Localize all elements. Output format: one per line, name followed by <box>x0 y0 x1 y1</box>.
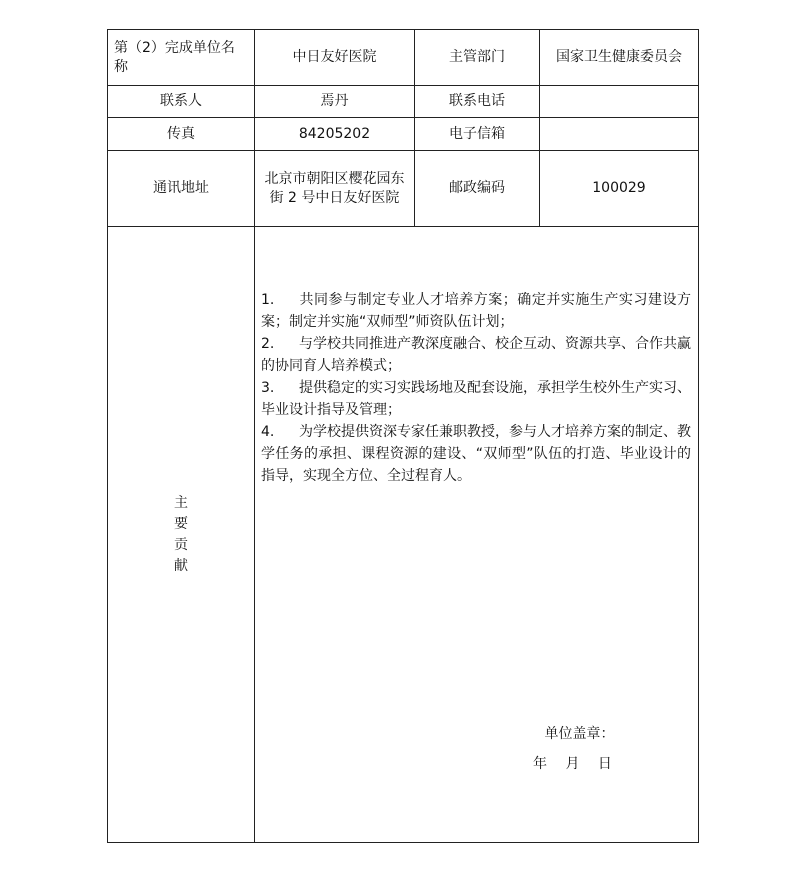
contact-person-label: 联系人 <box>108 86 255 118</box>
unit-seal-label: 单位盖章： <box>544 726 615 742</box>
unit-info-form <box>107 29 699 843</box>
contribution-label-char: 献 <box>174 557 188 574</box>
fax-label: 传真 <box>108 118 255 151</box>
address-value: 北京市朝阳区樱花园东街 2 号中日友好医院 <box>255 151 415 227</box>
supervising-dept-value: 国家卫生健康委员会 <box>540 30 699 86</box>
email-value <box>540 118 699 151</box>
row-address <box>108 151 699 227</box>
row-unit <box>108 30 699 86</box>
row-contact <box>108 86 699 118</box>
address-label: 通讯地址 <box>108 151 255 227</box>
contribution-list <box>261 289 691 487</box>
row-fax <box>108 118 699 151</box>
date-month: 月 <box>565 756 580 772</box>
list-item: 4. 为学校提供资深专家任兼职教授，参与人才培养方案的制定、教学任务的承担、课程资源的建设、“双师型”队伍的打造、毕业设计的指导，实现全方位、全过程育人。 <box>261 424 691 484</box>
supervising-dept-label: 主管部门 <box>415 30 540 86</box>
unit-name-value: 中日友好医院 <box>255 30 415 86</box>
contribution-label-char: 主 <box>174 494 188 511</box>
postcode-label: 邮政编码 <box>415 151 540 227</box>
date-day: 日 <box>597 756 612 772</box>
unit-seal-block <box>533 719 626 779</box>
email-label: 电子信箱 <box>415 118 540 151</box>
list-item: 1. 共同参与制定专业人才培养方案；确定并实施生产实习建设方案；制定并实施“双师型”师资队伍计划； <box>261 292 691 330</box>
contribution-label-char: 贡 <box>174 536 188 553</box>
fax-value: 84205202 <box>255 118 415 151</box>
main-contribution-label <box>108 227 255 843</box>
date-year: 年 <box>533 756 547 772</box>
list-item: 2. 与学校共同推进产教深度融合、校企互动、资源共享、合作共赢的协同育人培养模式； <box>261 336 691 374</box>
list-item: 3. 提供稳定的实习实践场地及配套设施，承担学生校外生产实习、毕业设计指导及管理； <box>261 380 691 418</box>
row-contributions <box>108 227 699 843</box>
phone-value <box>540 86 699 118</box>
seal-date <box>533 749 626 779</box>
unit-name-label: 第（2）完成单位名称 <box>108 30 255 86</box>
contact-person-value: 焉丹 <box>255 86 415 118</box>
postcode-value: 100029 <box>540 151 699 227</box>
contribution-label-char: 要 <box>174 515 188 532</box>
phone-label: 联系电话 <box>415 86 540 118</box>
main-contribution-content <box>255 227 699 843</box>
